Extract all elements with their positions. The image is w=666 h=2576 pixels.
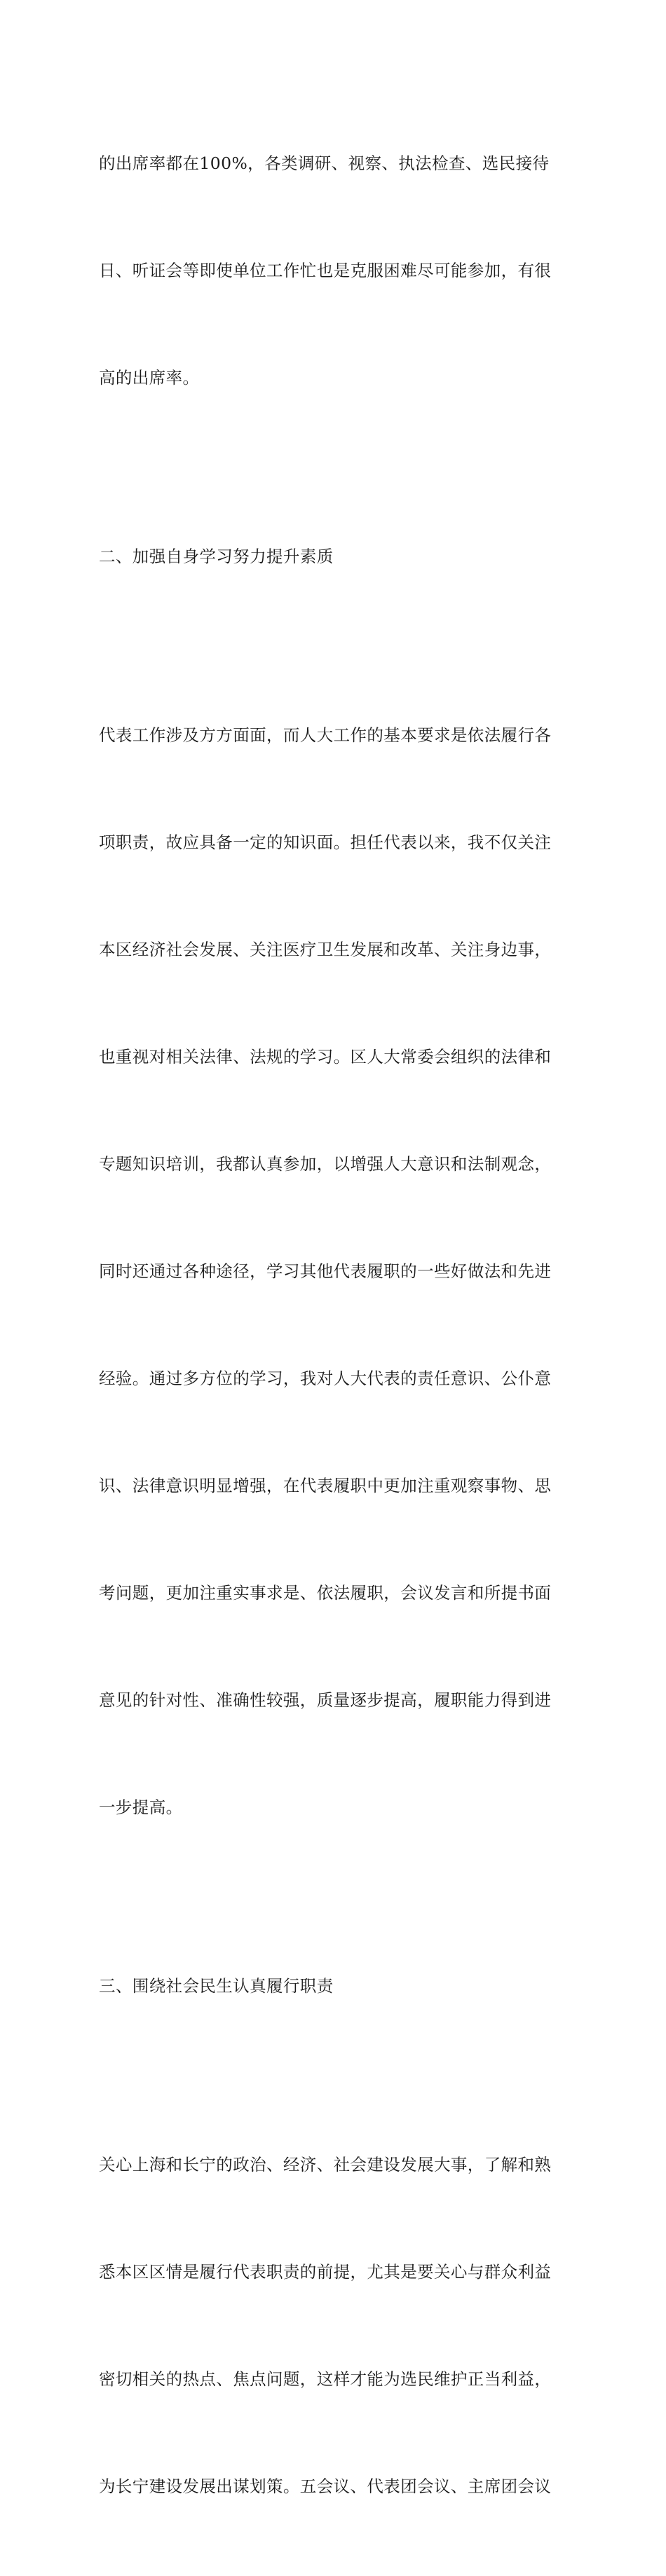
text-line: 也重视对相关法律、法规的学习。区人大常委会组织的法律和 [99,1047,552,1067]
text-line: 日、听证会等即使单位工作忙也是克服困难尽可能参加，有很 [99,261,552,280]
text-line: 考问题，更加注重实事求是、依法履职，会议发言和所提书面 [99,1583,552,1603]
heading-text: 三、围绕社会民生认真履行职责 [99,1976,334,1996]
text-line: 经验。通过多方位的学习，我对人大代表的责任意识、公仆意 [99,1369,552,1388]
text-line: 为长宁建设发展出谋划策。五会议、代表团会议、主席团会议 [99,2476,552,2496]
paragraph-attendance [99,74,576,467]
text-line: 密切相关的热点、焦点问题，这样才能为选民维护正当利益， [99,2369,552,2389]
text-line: 高的出席率。 [99,368,200,388]
text-line: 同时还通过各种途径，学习其他代表履职的一些好做法和先进 [99,1261,552,1281]
text-line: 的出席率都在100%，各类调研、视察、执法检查、选民接待 [99,153,550,173]
text-line: 项职责，故应具备一定的知识面。担任代表以来，我不仅关注 [99,833,552,852]
heading-text: 二、加强自身学习努力提升素质 [99,547,334,566]
text-line: 本区经济社会发展、关注医疗卫生发展和改革、关注身边事， [99,940,552,959]
text-line: 一步提高。 [99,1797,183,1817]
paragraph-study [99,646,576,1897]
document-body [99,74,576,2576]
paragraph-livelihood [99,2076,576,2576]
text-line: 代表工作涉及方方面面，而人大工作的基本要求是依法履行各 [99,725,552,745]
text-line: 关心上海和长宁的政治、经济、社会建设发展大事，了解和熟 [99,2155,552,2174]
text-line: 专题知识培训，我都认真参加，以增强人大意识和法制观念， [99,1154,552,1174]
text-line: 识、法律意识明显增强，在代表履职中更加注重观察事物、思 [99,1476,552,1495]
text-line: 悉本区区情是履行代表职责的前提，尤其是要关心与群众利益 [99,2262,552,2282]
section-heading-livelihood [99,1897,576,2076]
text-line: 意见的针对性、准确性较强，质量逐步提高，履职能力得到进 [99,1690,552,1710]
section-heading-study [99,467,576,646]
